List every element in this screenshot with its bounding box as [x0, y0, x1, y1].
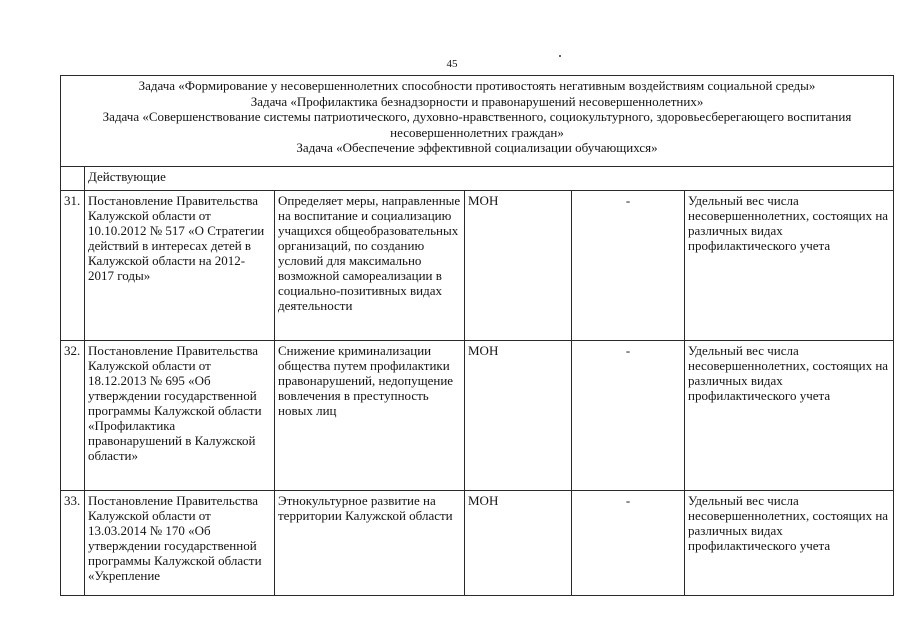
table-row: [61, 491, 894, 596]
section-num-cell: [61, 167, 85, 191]
table-row: [61, 341, 894, 491]
task-line: Задача «Обеспечение эффективной социализации обучающихся»: [296, 140, 658, 155]
row-dash: -: [572, 491, 685, 596]
tasks-header-row: [61, 76, 894, 167]
row-document: Постановление Правительства Калужской области от 18.12.2013 № 695 «Об утверждении государственной программы Калужской области «Профилактика правонарушений в Калужской области»: [85, 341, 275, 491]
row-executor: МОН: [465, 191, 572, 341]
row-purpose: Снижение криминализации общества путем профилактики правонарушений, недопущение вовлечения в преступность новых лиц: [275, 341, 465, 491]
row-purpose: Этнокультурное развитие на территории Калужской области: [275, 491, 465, 596]
row-number: 33.: [61, 491, 85, 596]
row-dash: -: [572, 341, 685, 491]
row-executor: МОН: [465, 341, 572, 491]
row-number: 32.: [61, 341, 85, 491]
section-label: Действующие: [85, 167, 894, 191]
row-purpose: Определяет меры, направленные на воспитание и социализацию учащихся общеобразовательных организаций, по созданию условий для максимально возможной самореализации в социально-позитивных видах деятельности: [275, 191, 465, 341]
row-executor: МОН: [465, 491, 572, 596]
row-indicator: Удельный вес числа несовершеннолетних, состоящих на различных видах профилактического учета: [685, 491, 894, 596]
page-number: 45: [446, 58, 458, 70]
tasks-header-cell: [61, 76, 894, 167]
task-line: Задача «Совершенствование системы патриотического, духовно-нравственного, социокультурного, здоровьесберегающего воспитания несовершеннолетних граждан»: [102, 109, 852, 140]
task-line: Задача «Профилактика безнадзорности и правонарушений несовершеннолетних»: [250, 93, 704, 109]
row-document: Постановление Правительства Калужской области от 13.03.2014 № 170 «Об утверждении государственной программы Калужской области «Укрепление: [85, 491, 275, 596]
row-dash: -: [572, 191, 685, 341]
document-table: [60, 75, 894, 596]
row-indicator: Удельный вес числа несовершеннолетних, состоящих на различных видах профилактического учета: [685, 341, 894, 491]
row-document: Постановление Правительства Калужской области от 10.10.2012 № 517 «О Стратегии действий в интересах детей в Калужской области на 2012-2017 годы»: [85, 191, 275, 341]
section-row: [61, 167, 894, 191]
row-indicator: Удельный вес числа несовершеннолетних, состоящих на различных видах профилактического учета: [685, 191, 894, 341]
table-row: [61, 191, 894, 341]
row-number: 31.: [61, 191, 85, 341]
scan-speck: [559, 55, 561, 57]
task-line: Задача «Формирование у несовершеннолетних способности противостоять негативным воздействиям социальной среды»: [138, 78, 816, 93]
